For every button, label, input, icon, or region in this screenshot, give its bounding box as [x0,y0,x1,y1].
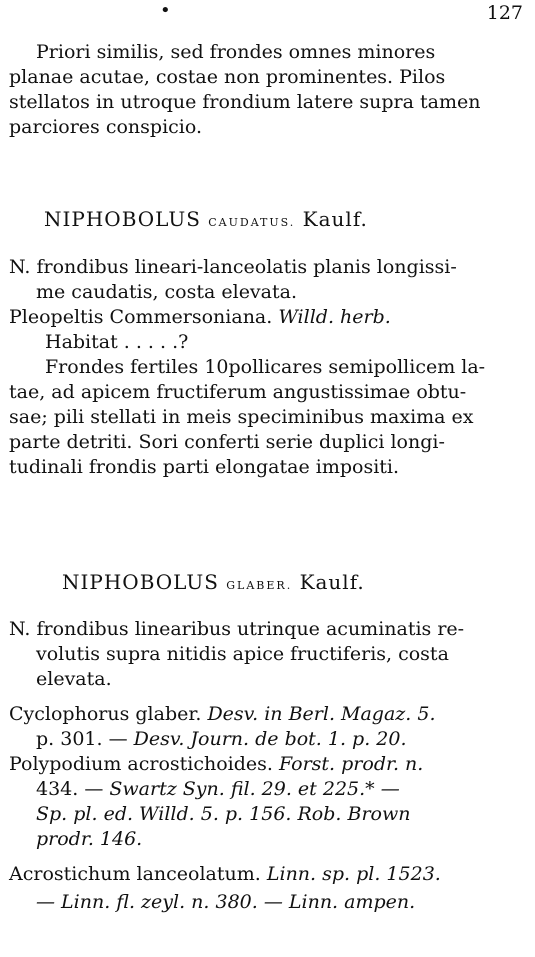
synonym-ref: Desv. in Berl. Magaz. 5. [207,703,436,725]
synonym-line [36,827,142,851]
synonym-ref: Forst. prodr. n. [279,753,424,775]
habitat-line: Habitat . . . . .? [45,331,189,353]
synonym-ref: Swartz Syn. fil. 29. et 225.* — [109,778,400,800]
description-line: Frondes fertiles 10pollicares semipollicem la- [45,356,486,378]
description-line: parte detriti. Sori conferti serie duplici longi- [9,431,445,453]
author-name: Kaulf. [299,570,365,594]
diagnosis-line: N. frondibus linearibus utrinque acuminatis re- [9,618,465,640]
para1-line: parciores conspicio. [9,116,203,138]
synonym-ref: — Linn. fl. zeyl. n. 380. — [36,891,283,913]
author-name: Kaulf. [302,207,368,231]
synonym-ref: Desv. Journ. de bot. 1. p. 20. [133,728,407,750]
synonym-line [36,802,410,826]
para1-line: stellatos in utroque frondium latere supra tamen [9,91,481,113]
synonym-ref: prodr. 146. [36,828,143,850]
synonym-name: Pleopeltis Commersoniana. [9,306,273,328]
species-name: GLABER. [226,579,293,592]
synonym-name: p. 301. — [36,728,128,750]
section-heading-caudatus [44,207,368,231]
synonym-line [9,752,423,776]
synonym-name: Polypodium acrostichoides. [9,753,273,775]
synonym-ref: Linn. ampen. [288,891,416,913]
diagnosis-line: N. frondibus lineari-lanceolatis planis longissi- [9,256,457,278]
diagnosis-line: elevata. [36,668,112,690]
diagnosis-line: volutis supra nitidis apice fructiferis, costa [36,643,449,665]
synonym-line [36,890,415,914]
page-number: 127 [486,2,523,24]
para1-line: Priori similis, sed frondes omnes minores [36,41,436,63]
page-mark: • [160,0,171,21]
genus-name: NIPHOBOLUS [62,570,219,594]
genus-name: NIPHOBOLUS [44,207,201,231]
description-line: sae; pili stellati in meis speciminibus maxima ex [9,406,474,428]
synonym-line [9,305,391,329]
species-name: CAUDATUS. [208,216,296,229]
synonym-ref: Rob. Brown [297,803,411,825]
section-heading-glaber [62,570,365,594]
diagnosis-line: me caudatis, costa elevata. [36,281,297,303]
para1-line: planae acutae, costae non prominentes. Pilos [9,66,446,88]
synonym-name: Cyclophorus glaber. [9,703,202,725]
synonym-ref: Willd. herb. [278,306,391,328]
description-line: tudinali frondis parti elongatae impositi. [9,456,400,478]
synonym-ref: Sp. pl. ed. Willd. 5. p. 156. [36,803,292,825]
synonym-line [9,862,441,886]
synonym-line [36,727,407,751]
synonym-name: Acrostichum lanceolatum. [9,863,261,885]
synonym-line [36,777,400,801]
synonym-line [9,702,436,726]
description-line: tae, ad apicem fructiferum angustissimae obtu- [9,381,467,403]
synonym-name: 434. — [36,778,104,800]
synonym-ref: Linn. sp. pl. 1523. [266,863,441,885]
